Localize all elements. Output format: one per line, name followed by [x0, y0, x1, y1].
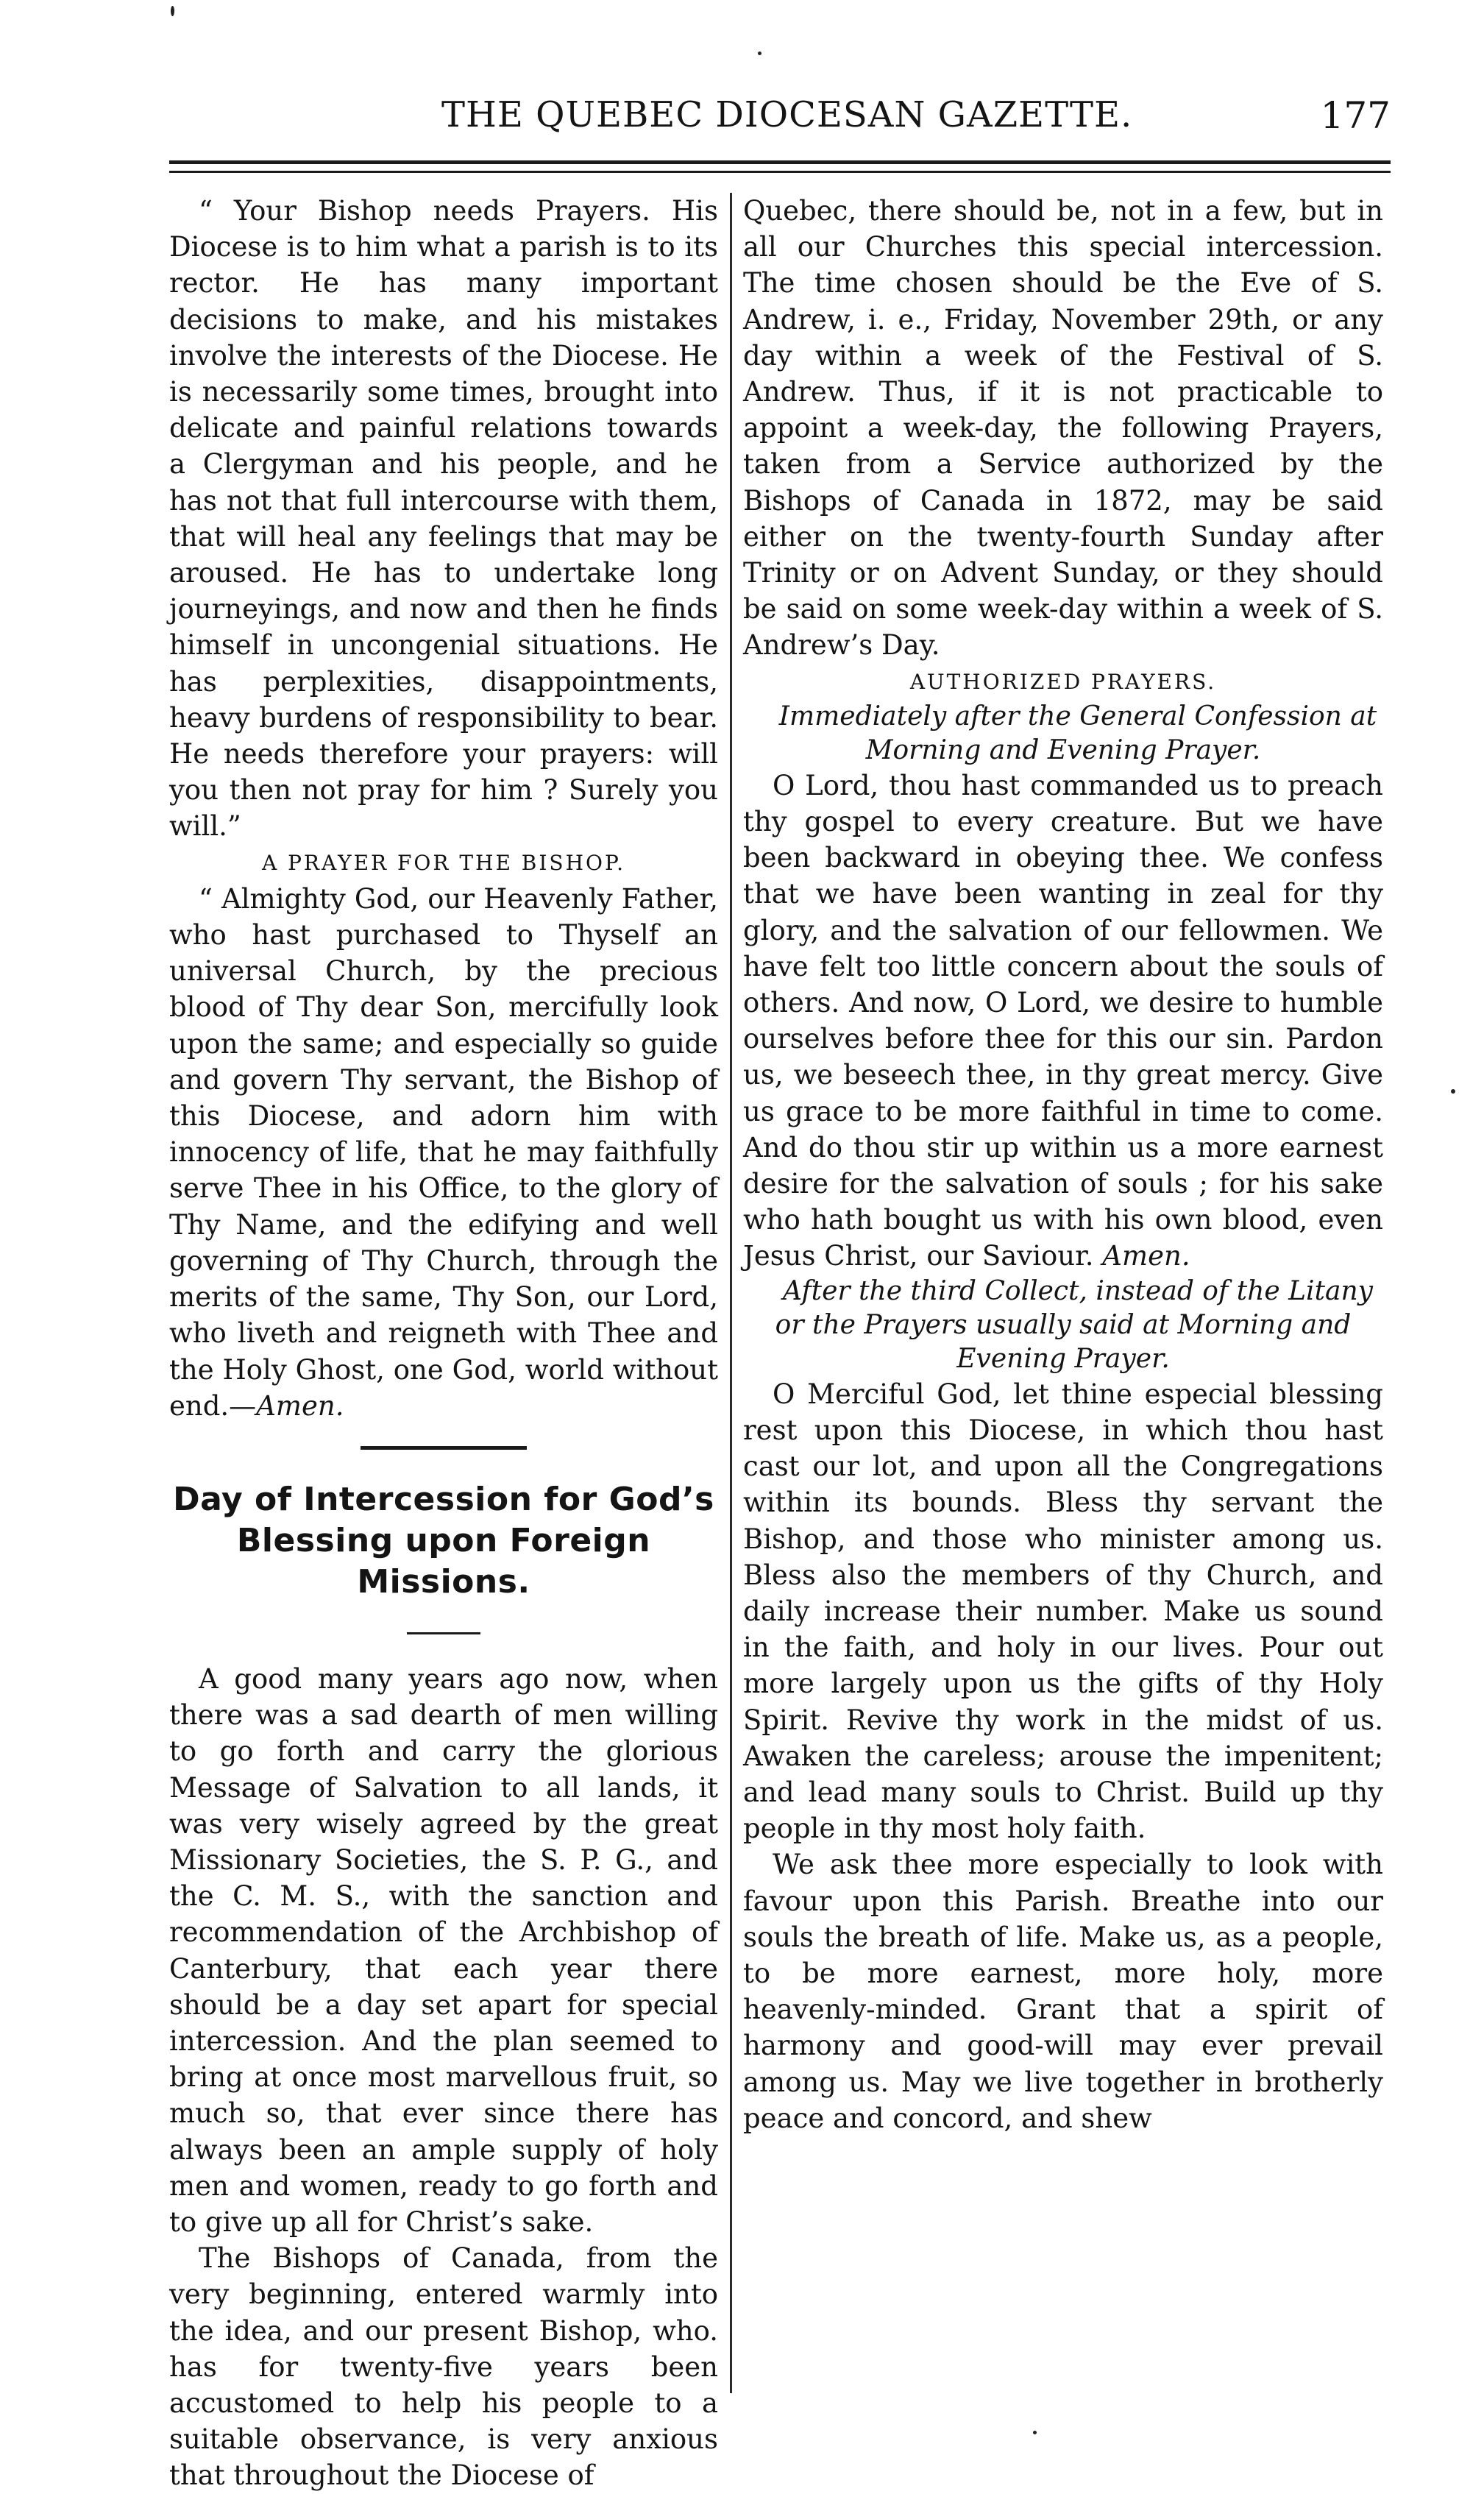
section-title: Day of Intercession for God’s Blessing upon Foreign Missions. [173, 1480, 714, 1601]
intercession-history-paragraph: A good many years ago now, when there was a sad dearth of men willing to go forth and carry the glorious Message of Salvation to all lands, it was very wisely agreed by the great Missionary Societies, the S. P. G., and the C. M. S., with the sanction and recommendation of the Archbishop of Canterbury, that each year there should be a day set apart for special intercession. And the plan seemed to bring at once most marvellous fruit, so much so, that ever since there has always been an ample supply of holy men and women, ready to go forth and to give up all for Christ’s sake. [169, 1662, 718, 2238]
running-header [169, 94, 1391, 146]
title-separator [407, 1632, 480, 1634]
print-speck [171, 6, 174, 16]
missions-prayer [743, 768, 1383, 1275]
prayer-amen: Amen. [256, 1389, 344, 1422]
section-separator [361, 1446, 527, 1450]
quebec-intercession-paragraph: Quebec, there should be, not in a few, but in all our Churches this special intercession. The time chosen should be the Eve of S. Andrew, i. e., Friday, November 29th, or any day within a week of the Festival of S. Andrew. Thus, if it is not practicable to appoint a week-day, the following Prayers, taken from a Service authorized by the Bishops of Canada in 1872, may be said either on the twenty-fourth Sunday after Trinity or on Advent Sunday, or they should be said on some week-day within a week of S. Andrew’s Day. [743, 195, 1383, 662]
authorized-prayers-heading: AUTHORIZED PRAYERS. [909, 669, 1217, 694]
prayer-heading: A PRAYER FOR THE BISHOP. [261, 850, 626, 875]
print-speck [1451, 1089, 1455, 1094]
page-number: 177 [1320, 94, 1391, 137]
column-divider [730, 193, 732, 2393]
missions-prayer-text: O Lord, thou hast commanded us to preach thy gospel to every creature. But we have been backward in obeying thee. We confess that we have been wanting in zeal for thy glory, and the salvation of our fellowmen. We have felt too little concern about the souls of others. And now, O Lord, we desire to humble ourselves before thee for this our sin. Pardon us, we beseech thee, in thy great mercy. Give us grace to be more faithful in time to come. And do thou stir up within us a more earnest desire for the salvation of souls ; for his sake who hath bought us with his own blood, even Jesus Christ, our Saviour. [743, 769, 1383, 1272]
rubric-after-confession: Immediately after the General Confession at Morning and Evening Prayer. [778, 701, 1377, 765]
diocese-prayer: O Merciful God, let thine especial blessing rest upon this Diocese, in which thou hast cast our lot, and upon all the Congregations within its bounds. Bless thy servant the Bishop, and those who minister among us. Bless also the members of thy Church, and daily increase their number. Make us sound in the faith, and holy in our lives. Pour out more largely upon us the gifts of thy Holy Spirit. Revive thy work in the midst of us. Awaken the careless; arouse the impenitent; and lead many souls to Christ. Build up thy people in thy most holy faith. [743, 1378, 1383, 1845]
prayer-text: “ Almighty God, our Heavenly Father, who hast purchased to Thyself an universal Church, by the precious blood of Thy dear Son, mercifully look upon the same; and especially so guide and govern Thy servant, the Bishop of this Diocese, and adorn him with innocency of life, that he may faithfully serve Thee in his Office, to the glory of Thy Name, and the edifying and well governing of Thy Church, through the merits of the same, Thy Son, our Lord, who liveth and reigneth with Thee and the Holy Ghost, one God, world without end.— [169, 882, 718, 1422]
print-speck [1033, 2431, 1037, 2434]
rubric-after-third-collect: After the third Collect, instead of the Litany or the Prayers usually said at Morning and Evening Prayer. [775, 1275, 1374, 1374]
header-rule-bottom [169, 171, 1391, 173]
header-rule-top [169, 160, 1391, 164]
prayer-for-bishop [169, 881, 718, 1424]
bishop-prayers-paragraph: “ Your Bishop needs Prayers. His Diocese is to him what a parish is to its rector. He has many important decisions to make, and his mistakes involve the interests of the Diocese. He is necessarily some times, brought into delicate and painful relations towards a Clergyman and his people, and he has not that full intercourse with them, that will heal any feelings that may be aroused. He has to undertake long journeyings, and now and then he finds himself in uncongenial situations. He has perplexities, disappointments, heavy burdens of responsibility to bear. He needs therefore your prayers: will you then not pray for him ? Surely you will.” [169, 195, 718, 843]
right-column [743, 193, 1383, 2136]
publication-title: THE QUEBEC DIOCESAN GAZETTE. [441, 94, 1133, 135]
left-column [169, 193, 718, 2494]
print-speck [758, 52, 761, 55]
missions-prayer-amen: Amen. [1102, 1240, 1190, 1272]
bishops-of-canada-paragraph: The Bishops of Canada, from the very beginning, entered warmly into the idea, and our present Bishop, who. has for twenty-five years been accustomed to help his people to a suitable observance, is very anxious that throughout the Diocese of [169, 2242, 718, 2492]
parish-prayer: We ask thee more especially to look with favour upon this Parish. Breathe into our souls the breath of life. Make us, as a people, to be more earnest, more holy, more heavenly-minded. Grant that a spirit of harmony and good-will may ever prevail among us. May we live together in brotherly peace and concord, and shew [743, 1849, 1383, 2134]
